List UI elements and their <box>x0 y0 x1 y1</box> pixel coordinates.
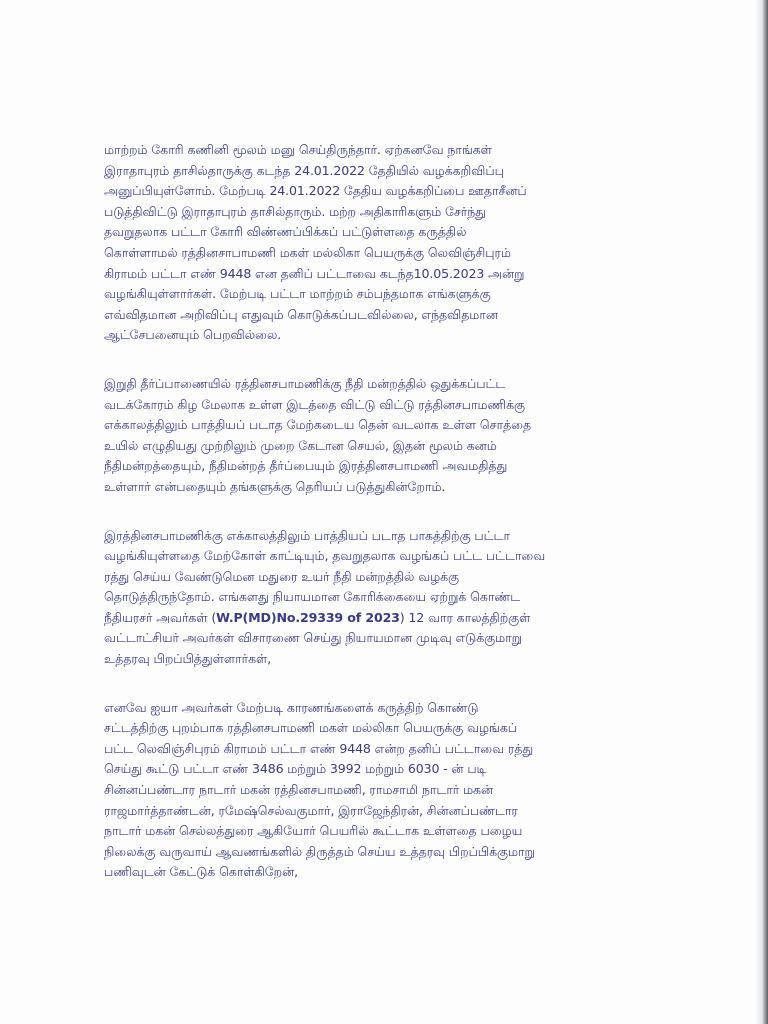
paragraph-1 <box>104 140 644 346</box>
paragraph-line: ஆட்சேபனையும் பெறவில்லை. <box>104 327 282 343</box>
paragraph-line: தொடுத்திருந்தோம். எங்களது நியாயமான கோரிக்கையை ஏற்றுக் கொண்ட <box>104 589 521 605</box>
paragraph-line: உள்ளார் என்பதையும் தங்களுக்கு தெரியப் படுத்துகின்றோம். <box>104 478 446 494</box>
paragraph-line: படுத்திவிட்டு இராதாபுரம் தாசில்தாரும். மற்ற அதிகாரிகளும் சேர்ந்து <box>104 203 486 219</box>
case-number: W.P(MD)No.29339 of 2023 <box>216 609 400 625</box>
case-line-prefix: நீதியரசர் அவர்கள் ( <box>104 609 217 625</box>
paragraph-line: ராஜமார்த்தாண்டன், ரமேஷ்செல்வகுமார், இராஜேந்திரன், சின்னப்பண்டார <box>104 802 518 818</box>
paragraph-line: செய்து கூட்டு பட்டா எண் 3486 மற்றும் 3992 மற்றும் 6030 - ன் படி <box>104 761 487 777</box>
paragraph-line: உத்தரவு பிறப்பித்துள்ளார்கள், <box>104 651 272 667</box>
paragraph-line: எக்காலத்திலும் பாத்தியப் படாத மேற்கடைய தென் வடலாக உள்ள சொத்தை <box>104 417 532 433</box>
paragraph-line: நாடார் மகன் செல்லத்துரை ஆகியோர் பெயரில் கூட்டாக உள்ளதை பழைய <box>104 823 523 839</box>
case-line-suffix: ) 12 வார காலத்திற்குள் <box>399 609 531 625</box>
paragraph-4 <box>104 698 644 883</box>
paragraph-line: நீதிமன்றத்தையும், நீதிமன்றத் தீர்ப்பையும் இரத்தினசபாமணி அவமதித்து <box>104 458 508 474</box>
scan-edge-shadow <box>754 0 768 1024</box>
paragraph-3 <box>104 526 644 670</box>
paragraph-line: சட்டத்திற்கு புறம்பாக ரத்தினசபாமணி மகள் மல்லிகா பெயருக்கு வழங்கப் <box>104 720 517 736</box>
paragraph-line: தவறுதலாக பட்டா கோரி விண்ணப்பிக்கப் பட்டுள்ளதை கருத்தில் <box>104 224 467 240</box>
paragraph-line: பட்ட லெவிஞ்சிபுரம் கிராமம் பட்டா எண் 9448 என்ற தனிப் பட்டாவை ரத்து <box>104 740 534 756</box>
paragraph-line: இரத்தினசபாமணிக்கு எக்காலத்திலும் பாத்தியப் படாத பாகத்திற்கு பட்டா <box>104 527 510 543</box>
paragraph-line: கொள்ளாமல் ரத்தினசாபாமணி மகள் மல்லிகா பெயருக்கு லெவிஞ்சிபுரம் <box>104 244 511 260</box>
paragraph-line: அனுப்பியுள்ளோம். மேற்படி 24.01.2022 தேதிய வழக்கறிப்பை ஊதாசீனப் <box>104 183 527 199</box>
paragraph-line: உயில் எழுதியது முற்றிலும் முறை கேடான செயல், இதன் மூலம் கனம் <box>104 437 497 453</box>
paragraph-2 <box>104 374 644 498</box>
paragraph-line: பணிவுடன் கேட்டுக் கொள்கிறேன், <box>104 864 299 880</box>
paragraph-line: எனவே ஐயா அவர்கள் மேற்படி காரணங்களைக் கருத்திற் கொண்டு <box>104 699 479 715</box>
paragraph-line: இறுதி தீர்ப்பாணையில் ரத்தினசபாமணிக்கு நீதி மன்றத்தில் ஒதுக்கப்பட்ட <box>104 375 506 391</box>
paragraph-line: வழங்கியுள்ளதை மேற்கோள் காட்டியும், தவறுதலாக வழங்கப் பட்ட பட்டாவை <box>104 548 546 564</box>
paragraph-line: சின்னப்பண்டார நாடார் மகன் ரத்தினசபாமணி, ராமசாமி நாடார் மகன் <box>104 782 494 798</box>
paragraph-line: வழங்கியுள்ளார்கள். மேற்படி பட்டா மாற்றம் சம்பந்தமாக எங்களுக்கு <box>104 286 491 302</box>
paragraph-line: இராதாபுரம் தாசில்தாருக்கு கடந்த 24.01.2022 தேதியில் வழக்கறிவிப்பு <box>104 162 504 178</box>
paragraph-line: நிலைக்கு வருவாய் ஆவணங்களில் திருத்தம் செய்ய உத்தரவு பிறப்பிக்குமாறு <box>104 843 535 859</box>
letter-body <box>104 140 644 911</box>
paragraph-line: ரத்து செய்ய வேண்டுமென மதுரை உயர் நீதி மன்றத்தில் வழக்கு <box>104 568 459 584</box>
paragraph-line: கிராமம் பட்டா எண் 9448 என தனிப் பட்டாவை கடந்த10.05.2023 அன்று <box>104 265 525 281</box>
paragraph-line: மாற்றம் கோரி கணினி மூலம் மனு செய்திருந்தார். ஏற்கனவே நாங்கள் <box>104 142 492 157</box>
paragraph-line: வடக்கோரம் கிழ மேலாக உள்ள இடத்தை விட்டு விட்டு ரத்தினசபாமணிக்கு <box>104 396 525 412</box>
paragraph-line-case-number <box>104 608 644 629</box>
paragraph-line: வட்டாட்சியர் அவர்கள் விசாரணை செய்து நியாயமான முடிவு எடுக்குமாறு <box>104 630 523 646</box>
paragraph-line: எவ்விதமான அறிவிப்பு எதுவும் கொடுக்கப்படவில்லை, எந்தவிதமான <box>104 306 498 322</box>
